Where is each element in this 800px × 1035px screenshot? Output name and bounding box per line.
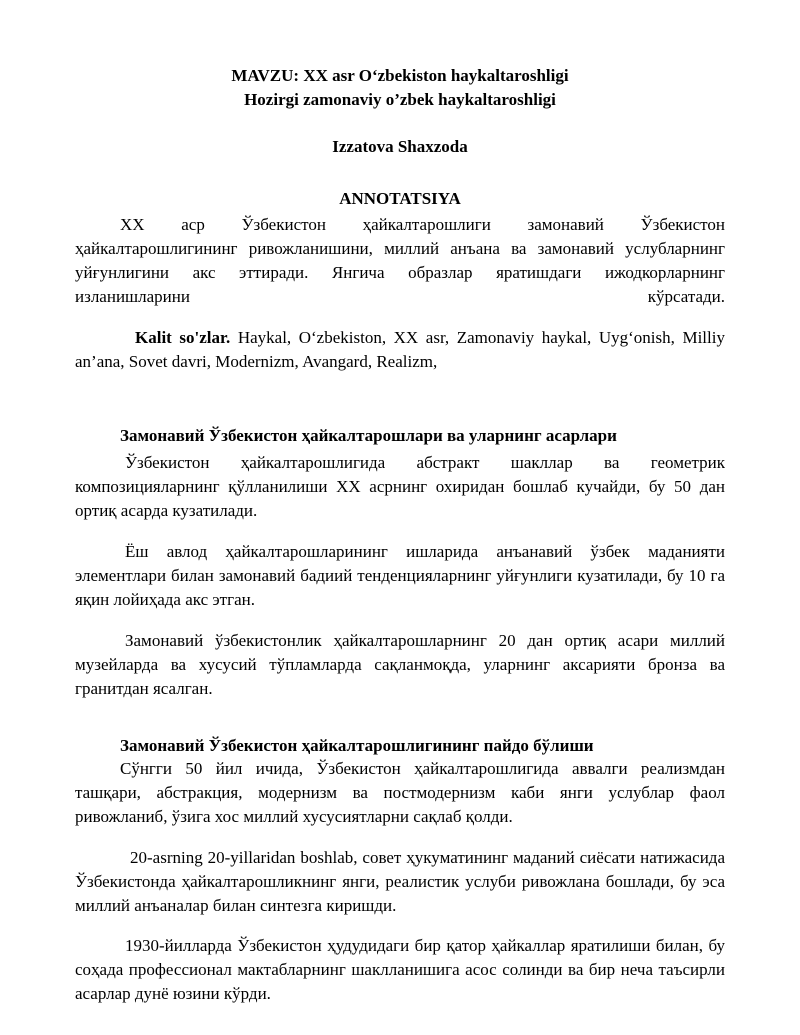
- section-1-heading: Замонавий Ўзбекистон ҳайкалтарошлари ва уларнинг асарлари: [120, 426, 617, 445]
- keywords-text: Haykal, O‘zbekiston, XX asr, Zamonaviy haykal, Uyg‘onish, Milliy an’ana, Sovet davri, Modernizm, Avangard, Realizm,: [75, 328, 725, 371]
- author-name: Izzatova Shaxzoda: [332, 137, 468, 156]
- section-1-paragraph-3: Замонавий ўзбекистонлик ҳайкалтарошларнинг 20 дан ортиқ асари миллий музейларда ва хусусий тўпламларда сақланмоқда, уларнинг аксарияти бронза ва гранитдан ясалган.: [75, 631, 725, 698]
- section-1-paragraph-2: Ёш авлод ҳайкалтарошларининг ишларида анъанавий ўзбек маданияти элементлари билан замонавий бадиий тенденцияларнинг уйғунлиги кузатилади, бу 10 га яқин лойиҳада акс этган.: [75, 542, 725, 609]
- annotation-heading: ANNOTATSIYA: [339, 189, 461, 208]
- keywords-label: Kalit so'zlar.: [135, 328, 231, 347]
- section-1-paragraph-1: Ўзбекистон ҳайкалтарошлигида абстракт шакллар ва геометрик композицияларнинг қўлланилиши XX асрнинг охиридан бошлаб кучайди, бу 50 дан ортиқ асарда кузатилади.: [75, 453, 725, 520]
- title-line-2: Hozirgi zamonaviy o’zbek haykaltaroshligi: [244, 90, 556, 109]
- section-2-paragraph-3: 1930-йилларда Ўзбекистон ҳудудидаги бир қатор ҳайкаллар яратилиши билан, бу соҳада профессионал мактабларнинг шаклланишига асос солинди ва бир неча таъсирли асарлар дунё юзини кўрди.: [75, 936, 725, 1003]
- section-2-paragraph-2: 20-asrning 20-yillaridan boshlab, совет ҳукуматининг маданий сиёсати натижасида Ўзбекистонда ҳайкалтарошликнинг янги, реалистик услуби ривожлана бошлади, бу эса миллий анъаналар билан синтезга киришди.: [75, 848, 725, 915]
- keywords-paragraph: [75, 326, 725, 374]
- section-2-paragraph-1: Сўнгги 50 йил ичида, Ўзбекистон ҳайкалтарошлигида аввалги реализмдан ташқари, абстракция, модернизм ва постмодернизм каби янги услублар фаол ривожланиб, ўзига хос миллий хусусиятларни сақлаб қолди.: [75, 759, 725, 826]
- title-line-1: MAVZU: XX asr O‘zbekiston haykaltaroshligi: [231, 66, 569, 85]
- section-2-heading: Замонавий Ўзбекистон ҳайкалтарошлигининг пайдо бўлиши: [120, 736, 594, 755]
- annotation-paragraph: XX асp Ўзбекистон ҳайкалтарошлиги замонавий Ўзбекистон ҳайкалтарошлигининг ривожланишини, миллий анъана ва замонавий услубларнинг уйғунлигини акс эттиради. Янгича образлар яратишдаги ижодкорларнинг изланишларини кўрсатади.: [75, 215, 725, 306]
